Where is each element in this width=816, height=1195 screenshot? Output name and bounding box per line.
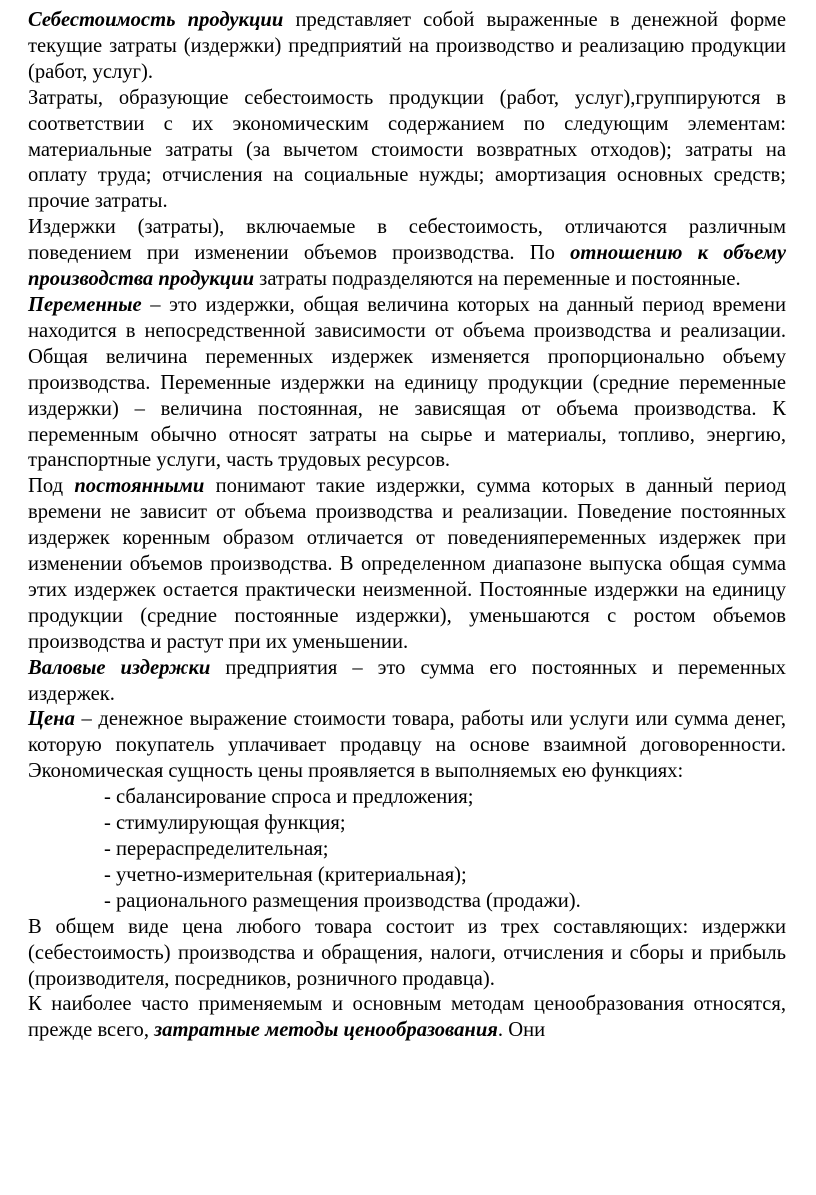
paragraph-text: В общем виде цена любого товара состоит из трех составляющих: издержки (себестоимость) производства и обращения, налоги, отчисления и сборы и прибыль (производителя, посредников, розничного продавца). bbox=[28, 915, 786, 990]
paragraph bbox=[28, 293, 786, 474]
price-functions-list bbox=[28, 785, 786, 915]
term-highlight: затратные методы ценообразования bbox=[154, 1019, 498, 1042]
paragraph-text: Издержки (затраты), включаемые в себестоимость, отличаются различным поведением при изменении объемов производства. По bbox=[28, 216, 786, 265]
paragraph-text: – денежное выражение стоимости товара, работы или услуги или сумма денег, которую покупатель уплачивает продавцу на основе взаимной договоренности. Экономическая сущность цены проявляется в выполняемых ею функциях: bbox=[28, 708, 786, 783]
paragraph-text: представляет собой выраженные в денежной форме текущие затраты (издержки) предприятий на производство и реализацию продукции (работ, услуг). bbox=[28, 9, 786, 83]
intro-section bbox=[28, 8, 786, 785]
paragraph bbox=[28, 8, 786, 86]
paragraph-text: предприятия – это сумма его постоянных и переменных издержек. bbox=[28, 656, 786, 705]
paragraph bbox=[28, 656, 786, 708]
list-item: - рационального размещения производства (продажи). bbox=[104, 889, 581, 912]
paragraph-text: Затраты, образующие себестоимость продукции (работ, услуг),группируются в соответствии с их экономическим содержанием по следующим элементам: материальные затраты (за вычетом стоимости возвратных отходов); затраты на оплату труда; отчисления на социальные нужды; амортизация основных средств; прочие затраты. bbox=[28, 86, 786, 213]
closing-section bbox=[28, 915, 786, 1045]
list-item: - стимулирующая функция; bbox=[104, 812, 346, 835]
term-highlight: Валовые издержки bbox=[28, 656, 211, 679]
list-item: - сбалансирование спроса и предложения; bbox=[104, 786, 474, 809]
paragraph bbox=[28, 992, 786, 1044]
term-highlight: отношению к объему производства продукции bbox=[28, 242, 786, 291]
list-item: - учетно-измерительная (критериальная); bbox=[104, 863, 467, 886]
term-highlight: Себестоимость продукции bbox=[28, 9, 284, 31]
paragraph bbox=[28, 474, 786, 655]
paragraph bbox=[28, 86, 786, 216]
paragraph-text: понимают такие издержки, сумма которых в данный период времени не зависит от объема производства и реализации. Поведение постоянных издержек коренным образом отличается от поведенияпеременных издержек при изменении объемов производства. В определенном диапазоне выпуска общая сумма этих издержек остается практически неизменной. Постоянные издержки на единицу продукции (средние постоянные издержки), уменьшаются с ростом объемов производства и растут при их уменьшении. bbox=[28, 475, 787, 653]
paragraph-text: – это издержки, общая величина которых на данный период времени находится в непосредственной зависимости от объема производства и реализации. Общая величина переменных издержек изменяется пропорционально объему производства. Переменные издержки на единицу продукции (средние переменные издержки) – величина постоянная, не зависящая от объема производства. К переменным обычно относят затраты на сырье и материалы, топливо, энергию, транспортные услуги, часть трудовых ресурсов. bbox=[28, 293, 786, 472]
paragraph-text: Под bbox=[28, 475, 75, 498]
term-highlight: Переменные bbox=[28, 293, 142, 316]
paragraph-text: . Они bbox=[497, 1019, 546, 1042]
term-highlight: Цена bbox=[28, 708, 75, 731]
paragraph-text: затраты подразделяются на переменные и постоянные. bbox=[254, 268, 741, 291]
paragraph bbox=[28, 707, 786, 785]
paragraph bbox=[28, 215, 786, 293]
paragraph-text: К наиболее часто применяемым и основным методам ценообразования относятся, прежде всего, bbox=[28, 993, 786, 1042]
term-highlight: постоянными bbox=[74, 475, 205, 498]
list-item: - перераспределительная; bbox=[104, 838, 329, 860]
paragraph bbox=[28, 915, 786, 993]
